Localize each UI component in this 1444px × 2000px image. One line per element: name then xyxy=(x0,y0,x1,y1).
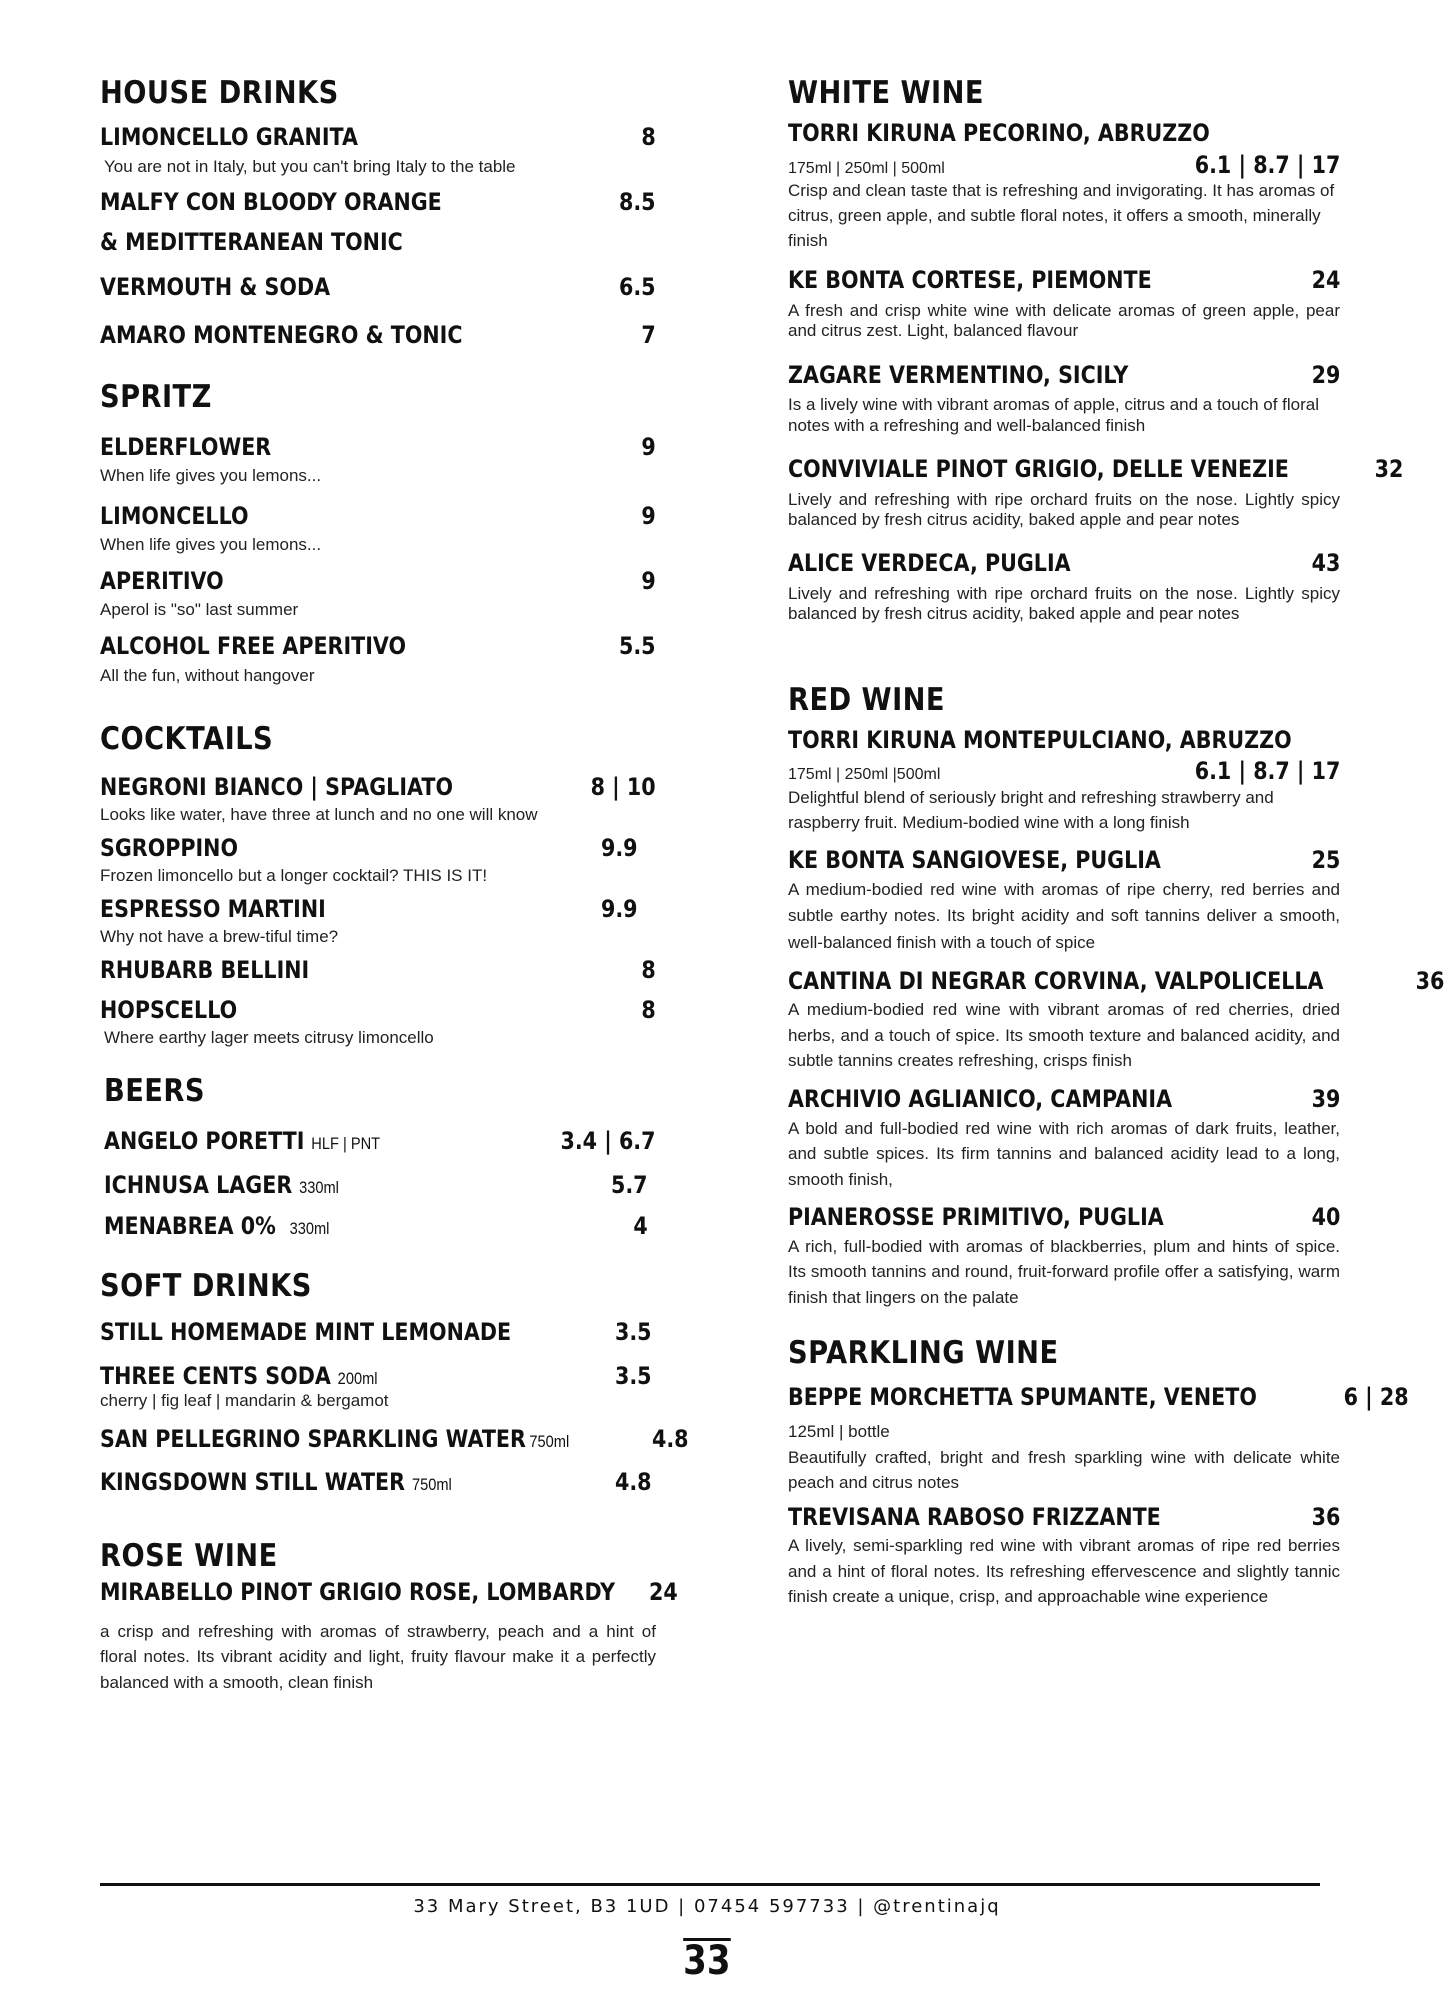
page-number-text: 33 xyxy=(683,1938,731,1984)
menu-item xyxy=(788,120,1340,253)
item-description: Where earthy lager meets citrusy limoncello xyxy=(104,1027,434,1047)
item-sizes: 125ml | bottle xyxy=(788,1421,890,1441)
item-description: Looks like water, have three at lunch and no one will know xyxy=(100,804,538,824)
item-name: THREE CENTS SODA 200ml xyxy=(100,1361,378,1390)
item-description: You are not in Italy, but you can't bring Italy to the table xyxy=(104,156,516,176)
item-name: APERITIVO xyxy=(100,566,224,595)
item-price: 6 | 28 xyxy=(1343,1383,1409,1412)
item-name: ALCOHOL FREE APERITIVO xyxy=(100,631,407,660)
item-description: A medium-bodied red wine with vibrant aromas of red cherries, dried herbs, and a touch of spice. Its smooth texture and balanced acidity, and subtle tannins creates refreshing, crisps finish xyxy=(788,1000,1340,1071)
item-price: 39 xyxy=(1311,1084,1340,1113)
item-name: TORRI KIRUNA PECORINO, ABRUZZO xyxy=(788,119,1210,148)
menu-item xyxy=(100,997,656,1050)
menu-item xyxy=(788,1086,1340,1192)
item-description: Crisp and clean taste that is refreshing and invigorating. It has aromas of citrus, green apple, and subtle floral notes, it offers a smooth, minerally finish xyxy=(788,181,1335,250)
item-name: LIMONCELLO xyxy=(100,501,249,530)
item-price: 8 xyxy=(641,996,656,1024)
item-price: 9 xyxy=(641,501,656,530)
item-price: 8 xyxy=(641,123,656,152)
menu-item xyxy=(100,1319,656,1347)
item-price: 8.5 xyxy=(619,188,656,217)
item-name: KE BONTA SANGIOVESE, PUGLIA xyxy=(788,846,1161,875)
menu-item xyxy=(788,362,1340,436)
item-name: AMARO MONTENEGRO & TONIC xyxy=(100,320,463,349)
item-price: 5.5 xyxy=(619,631,656,660)
item-price: 25 xyxy=(1311,846,1340,875)
red-wine-section xyxy=(788,681,1444,1310)
item-name: TORRI KIRUNA MONTEPULCIANO, ABRUZZO xyxy=(788,725,1292,754)
item-size: 200ml xyxy=(337,1368,378,1388)
item-description: Lively and refreshing with ripe orchard fruits on the nose. Lightly spicy balanced by fresh citrus acidity, baked apple and pear notes xyxy=(788,583,1340,624)
sparkling-wine-section xyxy=(788,1335,1409,1609)
item-price: 8 | 10 xyxy=(591,773,656,802)
item-name: STILL HOMEMADE MINT LEMONADE xyxy=(100,1318,512,1347)
item-price: 4.8 xyxy=(651,1424,689,1453)
section-title: BEERS xyxy=(104,1073,205,1110)
white-wine-section xyxy=(788,75,1404,625)
menu-item xyxy=(788,550,1340,624)
left-column xyxy=(100,75,689,1695)
menu-item xyxy=(788,1504,1340,1610)
item-name: HOPSCELLO xyxy=(100,996,238,1024)
item-name: BEPPE MORCHETTA SPUMANTE, VENETO xyxy=(788,1383,1257,1412)
menu-item xyxy=(788,1204,1340,1310)
menu-item xyxy=(100,896,656,949)
item-price: 6.1 | 8.7 | 17 xyxy=(1194,150,1340,179)
item-description: Delightful blend of seriously bright and refreshing strawberry and raspberry fruit. Medium-bodied wine with a long finish xyxy=(788,787,1274,832)
item-size: 330ml xyxy=(289,1219,330,1239)
item-size: 750ml xyxy=(411,1475,452,1495)
item-price: 5.7 xyxy=(611,1170,648,1199)
item-price: 4 xyxy=(633,1212,648,1241)
menu-item xyxy=(100,274,656,302)
section-title: RED WINE xyxy=(788,681,946,718)
item-description: A lively, semi-sparkling red wine with vibrant aromas of ripe red berries and a hint of floral notes. Its refreshing effervescence and slightly tannic finish create a unique, crisp, and approachable wine experience xyxy=(788,1536,1340,1607)
menu-item xyxy=(100,1363,656,1414)
menu-item xyxy=(100,1424,689,1454)
item-name: CANTINA DI NEGRAR CORVINA, VALPOLICELLA xyxy=(788,966,1324,995)
section-title: SOFT DRINKS xyxy=(100,1267,312,1304)
item-name: MENABREA 0% 330ml xyxy=(104,1212,330,1241)
item-description: Beautifully crafted, bright and fresh sparkling wine with delicate white peach and citrus notes xyxy=(788,1447,1340,1492)
item-name: MALFY CON BLOODY ORANGE xyxy=(100,188,442,217)
item-sizes: 175ml | 250ml | 500ml xyxy=(788,159,945,177)
item-price: 3.5 xyxy=(615,1361,652,1390)
item-description: When life gives you lemons... xyxy=(100,466,322,486)
item-price: 3.5 xyxy=(615,1318,652,1347)
cocktails-section xyxy=(100,722,656,1050)
section-title: COCKTAILS xyxy=(100,721,274,758)
item-price: 8 xyxy=(641,956,656,985)
menu-item xyxy=(100,434,656,489)
item-price: 40 xyxy=(1311,1203,1340,1232)
menu-item xyxy=(100,503,656,558)
menu-item xyxy=(100,124,656,179)
house-drinks-section xyxy=(100,76,656,350)
item-name: CONVIVIALE PINOT GRIGIO, DELLE VENEZIE xyxy=(788,454,1289,483)
menu-item xyxy=(100,1469,656,1497)
item-price: 4.8 xyxy=(615,1468,652,1497)
item-name: KINGSDOWN STILL WATER 750ml xyxy=(100,1468,452,1497)
item-description: A fresh and crisp white wine with delicate aromas of green apple, pear and citrus zest. Light, balanced flavour xyxy=(788,300,1340,341)
item-name: RHUBARB BELLINI xyxy=(100,956,310,985)
soft-drinks-section xyxy=(100,1267,689,1497)
menu-item xyxy=(100,568,656,623)
footer-divider xyxy=(100,1883,1320,1886)
menu-item xyxy=(104,1213,656,1241)
item-price: 29 xyxy=(1311,360,1340,389)
item-price: 43 xyxy=(1311,549,1340,578)
item-name: ICHNUSA LAGER 330ml xyxy=(104,1170,339,1199)
item-name: LIMONCELLO GRANITA xyxy=(100,123,358,152)
item-name: VERMOUTH & SODA xyxy=(100,273,331,302)
item-name: SAN PELLEGRINO SPARKLING WATER 750ml xyxy=(100,1424,570,1453)
item-description: Is a lively wine with vibrant aromas of apple, citrus and a touch of floral notes with a refreshing and well-balanced finish xyxy=(788,395,1320,435)
item-size: 750ml xyxy=(529,1431,570,1451)
item-name: PIANEROSSE PRIMITIVO, PUGLIA xyxy=(788,1203,1164,1232)
menu-item xyxy=(788,267,1340,341)
item-description: a crisp and refreshing with aromas of strawberry, peach and a hint of floral notes. Its vibrant acidity and light, fruity flavour make it a perfectly balanced with a smooth, clean finish xyxy=(100,1621,656,1692)
page-number xyxy=(0,1938,1414,1984)
item-price: 9.9 xyxy=(601,895,638,924)
menu-item xyxy=(100,774,656,827)
item-name: SGROPPINO xyxy=(100,834,239,863)
item-price: 9.9 xyxy=(601,834,638,863)
item-price: 9 xyxy=(641,566,656,595)
item-description: A bold and full-bodied red wine with rich aromas of dark fruits, leather, and subtle spices. Its firm tannins and balanced acidity lead to a long, smooth finish, xyxy=(788,1118,1340,1189)
menu-item xyxy=(788,454,1404,530)
item-description: Why not have a brew-tiful time? xyxy=(100,926,339,946)
item-price: 36 xyxy=(1311,1502,1340,1531)
menu-item xyxy=(788,847,1340,956)
section-title: SPRITZ xyxy=(100,378,212,415)
item-name: ESPRESSO MARTINI xyxy=(100,895,326,924)
menu-item xyxy=(100,189,656,256)
menu-item xyxy=(100,322,656,350)
item-description: A rich, full-bodied with aromas of blackberries, plum and hints of spice. Its smooth tannins and round, fruit-forward profile offer a satisfying, warm finish that lingers on the palate xyxy=(788,1236,1340,1307)
item-name: MIRABELLO PINOT GRIGIO ROSE, LOMBARDY xyxy=(100,1578,616,1607)
rose-wine-section xyxy=(100,1537,678,1695)
item-price: 6.1 | 8.7 | 17 xyxy=(1194,757,1340,786)
right-column xyxy=(788,75,1444,1610)
item-name: ZAGARE VERMENTINO, SICILY xyxy=(788,360,1129,389)
item-name-continued: & MEDITTERANEAN TONIC xyxy=(100,227,403,256)
menu-item xyxy=(788,1383,1409,1495)
item-name: ANGELO PORETTI HLF | PNT xyxy=(104,1127,381,1156)
item-price: 7 xyxy=(641,320,656,349)
item-name: ARCHIVIO AGLIANICO, CAMPANIA xyxy=(788,1084,1173,1113)
item-description: Lively and refreshing with ripe orchard fruits on the nose. Lightly spicy balanced by fresh citrus acidity, baked apple and pear notes xyxy=(788,489,1340,529)
item-price: 6.5 xyxy=(619,273,656,302)
item-price: 9 xyxy=(641,432,656,461)
item-size: HLF | PNT xyxy=(311,1134,381,1154)
item-description: A medium-bodied red wine with aromas of ripe cherry, red berries and subtle earthy notes. Its bright acidity and soft tannins deliver a smooth, well-balanced finish with a touch of spice xyxy=(788,879,1340,952)
item-description: Aperol is "so" last summer xyxy=(100,600,299,620)
menu-item xyxy=(104,1172,656,1200)
item-price: 24 xyxy=(1311,266,1340,295)
item-price: 36 xyxy=(1415,966,1444,995)
menu-item xyxy=(100,1578,678,1695)
section-title: WHITE WINE xyxy=(788,75,984,111)
footer-contact: 33 Mary Street, B3 1UD | 07454 597733 | @trentinajq xyxy=(413,1896,1001,1917)
item-description: Frozen limoncello but a longer cocktail? THIS IS IT! xyxy=(100,865,488,885)
item-description: cherry | fig leaf | mandarin & bergamot xyxy=(100,1391,389,1411)
spritz-section xyxy=(100,380,656,688)
item-name: ELDERFLOWER xyxy=(100,432,272,461)
item-name: TREVISANA RABOSO FRIZZANTE xyxy=(788,1502,1161,1531)
beers-section xyxy=(104,1074,656,1241)
item-sizes: 175ml | 250ml |500ml xyxy=(788,766,941,784)
section-title: ROSE WINE xyxy=(100,1537,278,1574)
item-price: 24 xyxy=(648,1578,678,1607)
item-description: When life gives you lemons... xyxy=(100,535,322,555)
section-title: HOUSE DRINKS xyxy=(100,75,339,111)
menu-item xyxy=(788,727,1340,835)
menu-item xyxy=(104,1128,656,1156)
item-description: All the fun, without hangover xyxy=(100,665,315,685)
item-name: NEGRONI BIANCO | SPAGLIATO xyxy=(100,773,454,802)
menu-item xyxy=(100,633,656,688)
menu-item xyxy=(100,835,656,888)
item-price: 32 xyxy=(1375,454,1404,483)
section-title: SPARKLING WINE xyxy=(788,1335,1059,1372)
item-price: 3.4 | 6.7 xyxy=(560,1127,656,1156)
menu-item xyxy=(100,957,656,985)
item-size: 330ml xyxy=(299,1177,339,1197)
item-name: ALICE VERDECA, PUGLIA xyxy=(788,549,1071,578)
item-name: KE BONTA CORTESE, PIEMONTE xyxy=(788,266,1152,295)
menu-item xyxy=(788,966,1444,1074)
